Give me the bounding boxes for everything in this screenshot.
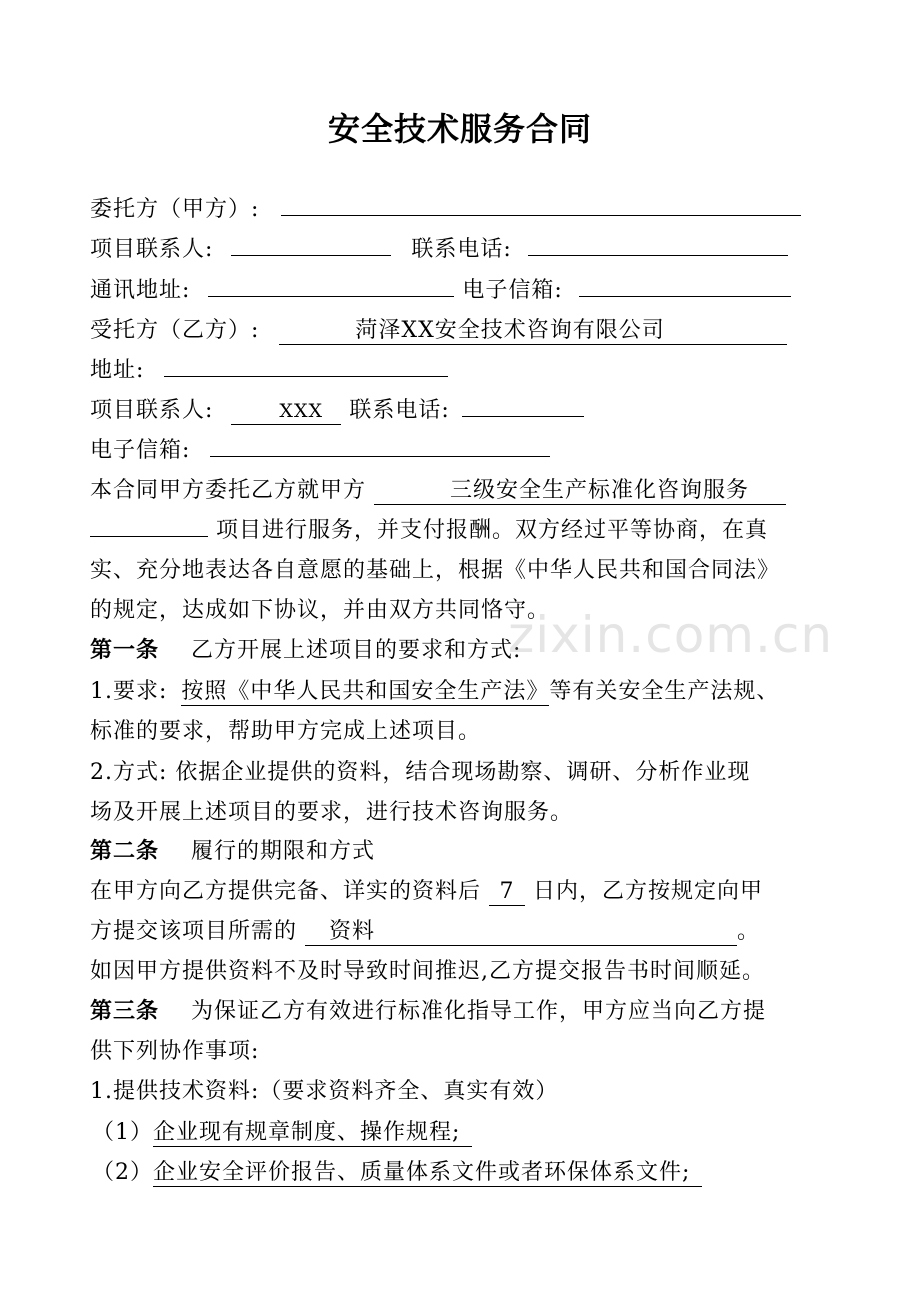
article-3-item-1: 1.提供技术资料:（要求资料齐全、真实有效）: [90, 1079, 559, 1104]
client-address-blank: [208, 296, 454, 297]
client-blank: [281, 215, 801, 216]
article-1-heading: 第一条: [90, 638, 160, 663]
contractor-email-label: 电子信箱:: [90, 438, 191, 463]
article-1-req-law: 按照《中华人民共和国安全生产法》: [181, 679, 550, 704]
intro-line-4: 的规定，达成如下协议，并由双方共同恪守。: [90, 598, 551, 623]
article-2-line-1-suffix: 日内，乙方按规定向甲: [533, 879, 764, 904]
contractor-contact-line: [90, 396, 584, 426]
contractor-line: [90, 316, 787, 346]
article-1-req-rest: 等有关安全生产法规、: [549, 679, 780, 704]
intro-line-2-text: 项目进行服务，并支付报酬。双方经过平等协商，在真: [216, 518, 769, 543]
article-3-sub-2: [92, 1158, 702, 1188]
intro-line-1: [90, 476, 786, 506]
article-2-title: 履行的期限和方式: [191, 839, 376, 864]
contractor-email-line: [90, 436, 550, 466]
intro-line-2: [90, 516, 768, 546]
article-1-method-line-2: 场及开展上述项目的要求，进行技术咨询服务。: [90, 800, 574, 825]
client-contact-label: 项目联系人:: [90, 237, 214, 262]
article-3-title-line-2: 供下列协作事项:: [90, 1039, 260, 1064]
contractor-address-label: 地址:: [90, 358, 145, 383]
article-1-method-line-1: 2.方式: 依据企业提供的资料，结合现场勘察、调研、分析作业现: [90, 760, 751, 785]
client-phone-label: 联系电话:: [411, 237, 512, 262]
deliverable-materials: 资料: [305, 919, 737, 946]
article-2-heading: 第二条: [90, 839, 160, 864]
article-1-req-label: 1.要求:: [90, 679, 168, 704]
contractor-label: 受托方（乙方）:: [90, 318, 260, 343]
intro-line-3: 实、充分地表达各自意愿的基础上，根据《中华人民共和国合同法》: [90, 558, 781, 583]
article-2-line-3: 如因甲方提供资料不及时导致时间推迟,乙方提交报告书时间顺延。: [90, 959, 765, 984]
article-1-req-line-2: 标准的要求，帮助甲方完成上述项目。: [90, 719, 482, 744]
contractor-address-line: [90, 356, 448, 386]
contractor-name: 菏泽XX安全技术咨询有限公司: [279, 318, 787, 345]
client-contact-blank: [231, 255, 391, 256]
project-name: 三级安全生产标准化咨询服务: [374, 478, 786, 505]
article-3-title: 为保证乙方有效进行标准化指导工作，甲方应当向乙方提: [191, 999, 767, 1024]
document-title: 安全技术服务合同: [327, 110, 592, 148]
contractor-phone-blank: [462, 416, 584, 417]
client-address-line: [90, 276, 791, 306]
sub-2-text: 企业安全评价报告、质量体系文件或者环保体系文件;: [153, 1160, 702, 1187]
article-2-line-2: [90, 917, 760, 947]
sub-1-number: （1）: [92, 1120, 153, 1145]
client-email-blank: [579, 296, 791, 297]
sub-1-text: 企业现有规章制度、操作规程;: [153, 1120, 472, 1147]
contractor-phone-label: 联系电话:: [349, 398, 450, 423]
contractor-contact-label: 项目联系人:: [90, 398, 214, 423]
article-3-heading: 第三条: [90, 999, 160, 1024]
client-address-label: 通讯地址:: [90, 278, 191, 303]
article-3-heading-line: [90, 997, 766, 1027]
client-contact-line: [90, 235, 788, 265]
client-phone-blank: [528, 255, 788, 256]
contractor-address-blank: [164, 376, 448, 377]
article-2-line-2-prefix: 方提交该项目所需的: [90, 919, 298, 944]
article-2-line-2-end: 。: [737, 919, 761, 944]
client-email-label: 电子信箱:: [462, 278, 563, 303]
client-line: [90, 195, 801, 225]
contractor-contact-value: XXX: [231, 398, 341, 425]
article-2-line-1-prefix: 在甲方向乙方提供完备、详实的资料后: [90, 879, 482, 904]
article-1-title: 乙方开展上述项目的要求和方式:: [191, 638, 522, 663]
watermark: zixin.com.cn: [508, 606, 834, 664]
project-blank: [90, 536, 208, 537]
article-1-req-line: [90, 677, 779, 707]
article-2-heading-line: [90, 837, 375, 867]
contractor-email-blank: [210, 456, 550, 457]
intro-prefix: 本合同甲方委托乙方就甲方: [90, 478, 367, 503]
article-1-heading-line: [90, 636, 521, 666]
client-label: 委托方（甲方）:: [90, 197, 260, 222]
article-3-sub-1: [92, 1118, 472, 1148]
article-2-line-1: [90, 877, 763, 907]
deadline-days: 7: [489, 879, 525, 906]
sub-2-number: （2）: [92, 1160, 153, 1185]
